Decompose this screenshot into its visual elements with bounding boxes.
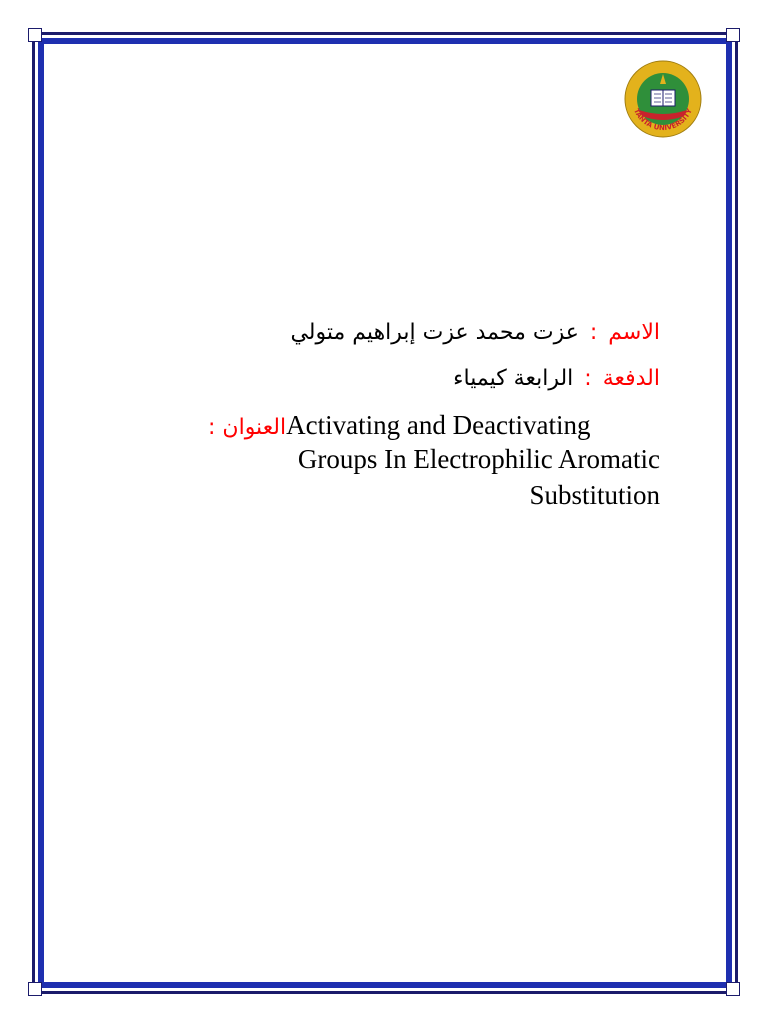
corner-ornament-top-right xyxy=(726,28,740,42)
name-label: الاسم xyxy=(608,320,660,345)
svg-text:TANTA UNIVERSITY: TANTA UNIVERSITY xyxy=(632,107,694,133)
name-separator: : xyxy=(589,320,598,345)
corner-ornament-bottom-right xyxy=(726,982,740,996)
cover-fields xyxy=(190,318,660,513)
title-block xyxy=(190,410,660,513)
batch-line xyxy=(190,364,660,394)
title-separator: : xyxy=(208,415,216,440)
title-label: العنوان xyxy=(222,415,287,440)
title-line-3: Substitution xyxy=(529,480,660,510)
batch-label: الدفعة xyxy=(602,366,660,391)
corner-ornament-top-left xyxy=(28,28,42,42)
title-line-2: Groups In Electrophilic Aromatic xyxy=(297,444,660,474)
name-value: عزت محمد عزت إبراهيم متولي xyxy=(290,320,579,345)
batch-separator: : xyxy=(584,366,592,391)
title-label-group xyxy=(208,415,286,440)
corner-ornament-bottom-left xyxy=(28,982,42,996)
name-line xyxy=(190,318,660,348)
title-line-1: Activating and Deactivating xyxy=(286,410,591,440)
batch-value: الرابعة كيمياء xyxy=(453,366,574,391)
title-row xyxy=(190,410,660,441)
page-border-inner xyxy=(38,38,732,988)
tanta-university-seal-icon xyxy=(624,60,702,138)
